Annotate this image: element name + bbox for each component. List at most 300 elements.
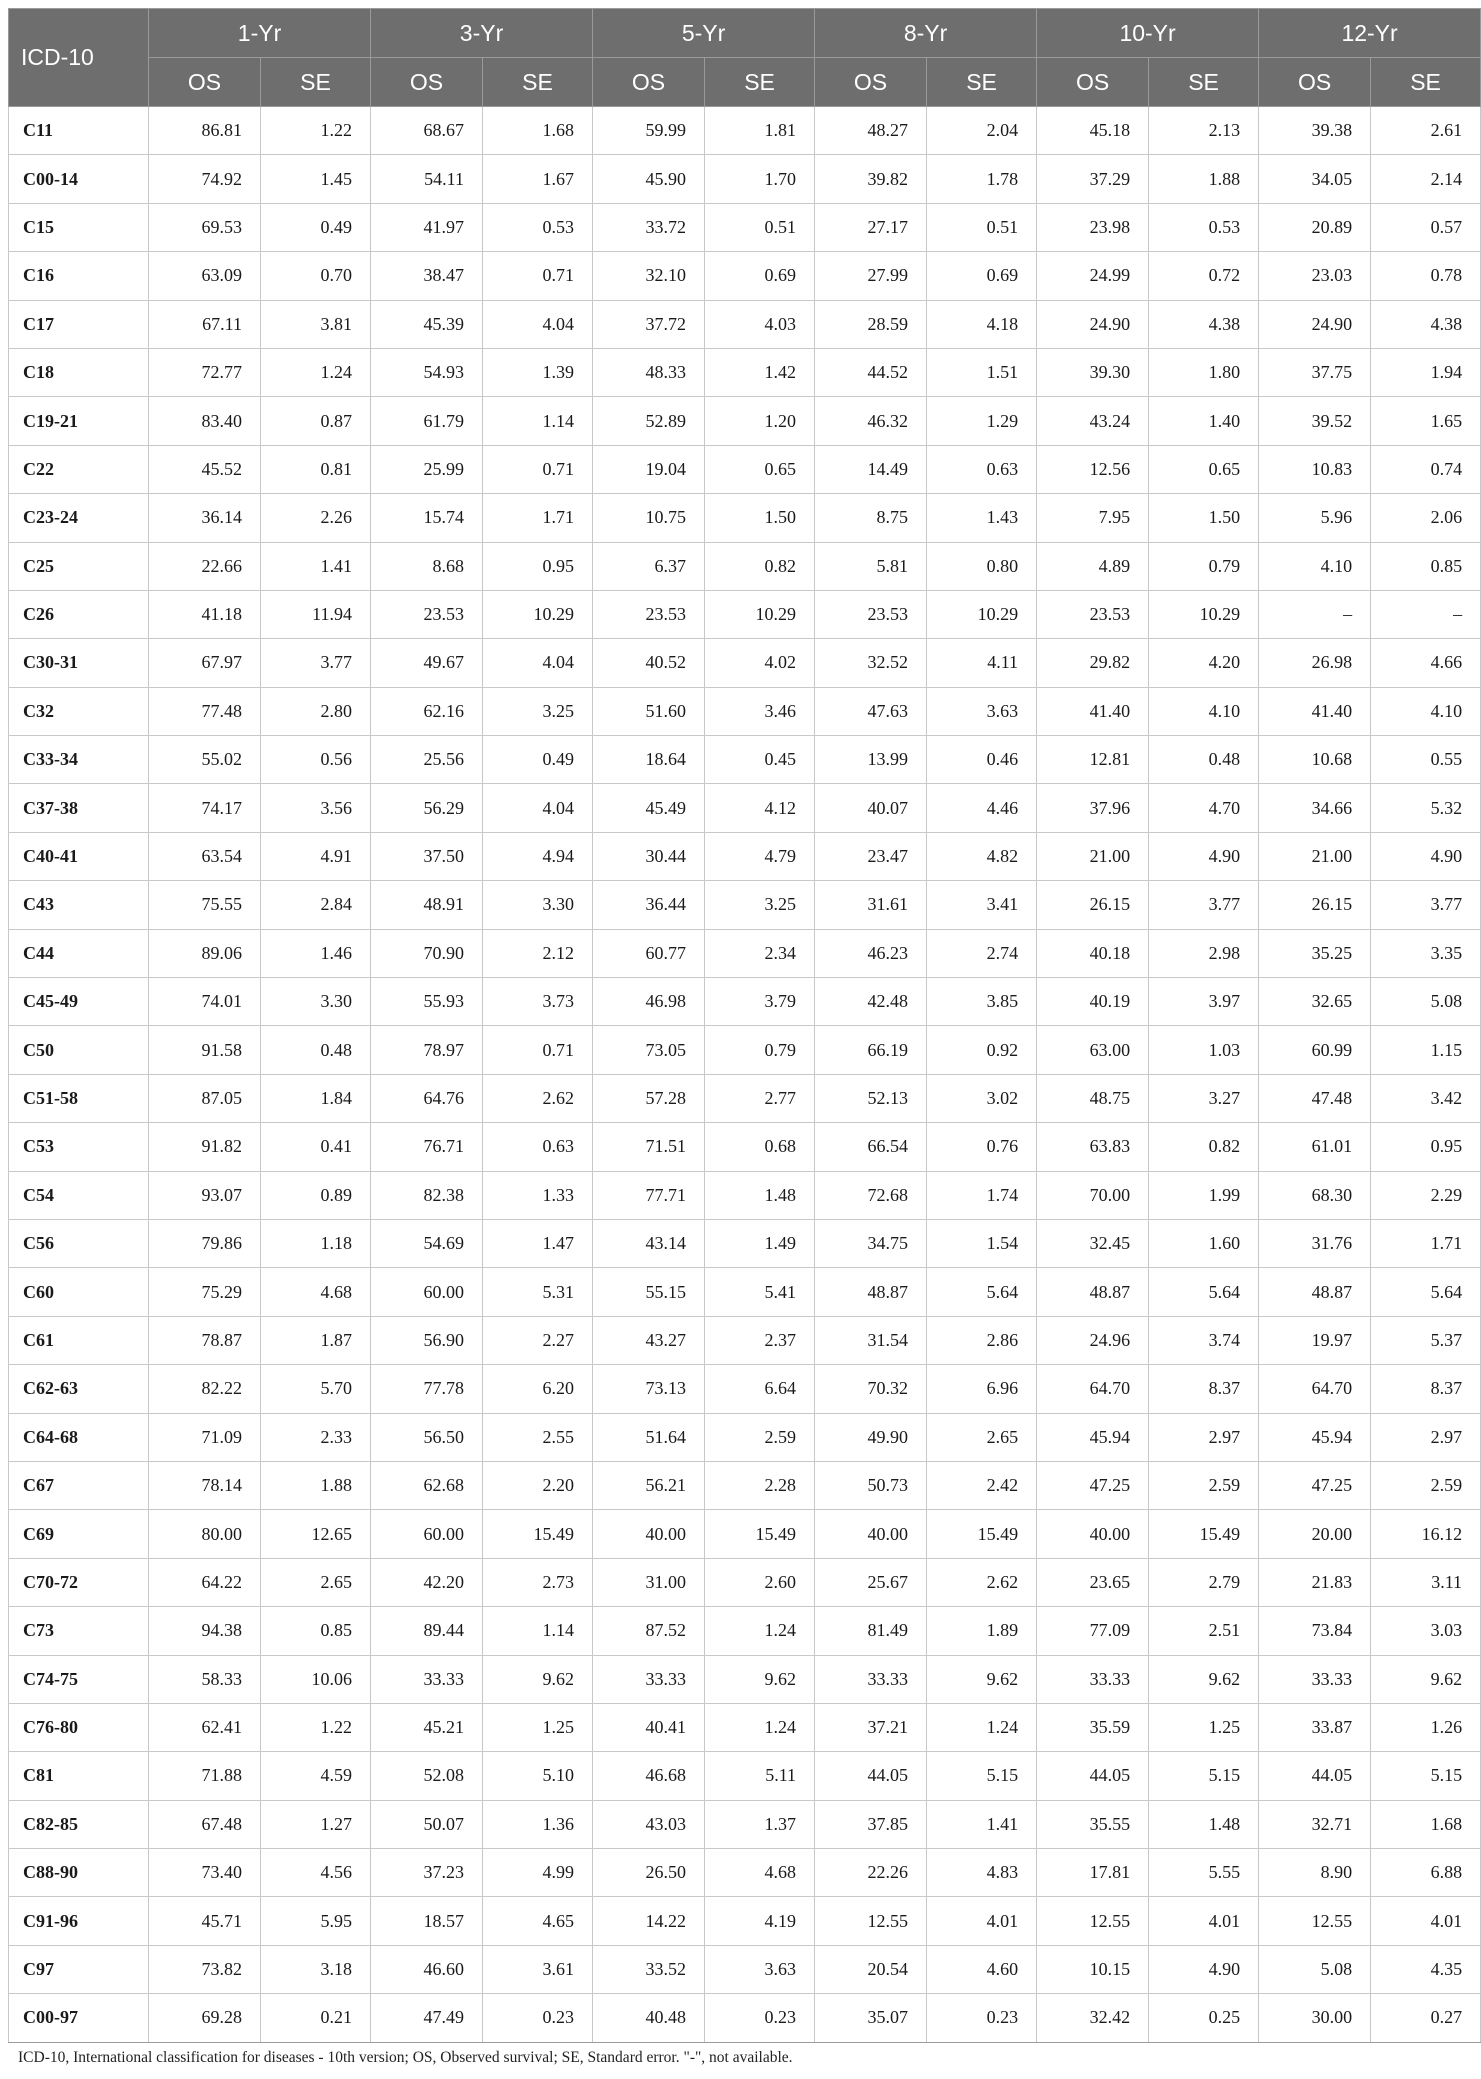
os-value-cell: 26.98 bbox=[1259, 639, 1371, 687]
se-value-cell: 2.37 bbox=[705, 1316, 815, 1364]
se-value-cell: 1.15 bbox=[1371, 1026, 1481, 1074]
se-value-cell: 2.42 bbox=[927, 1461, 1037, 1509]
icd-code-cell: C76-80 bbox=[9, 1703, 149, 1751]
os-value-cell: 47.48 bbox=[1259, 1074, 1371, 1122]
table-row bbox=[9, 1945, 1481, 1993]
table-row bbox=[9, 542, 1481, 590]
period-header-12yr: 12-Yr bbox=[1259, 9, 1481, 58]
table-row bbox=[9, 1849, 1481, 1897]
se-value-cell: 1.80 bbox=[1149, 348, 1259, 396]
os-value-cell: 54.93 bbox=[371, 348, 483, 396]
os-value-cell: 48.75 bbox=[1037, 1074, 1149, 1122]
table-row bbox=[9, 1800, 1481, 1848]
os-value-cell: 42.20 bbox=[371, 1558, 483, 1606]
os-value-cell: 8.68 bbox=[371, 542, 483, 590]
table-row bbox=[9, 1123, 1481, 1171]
os-value-cell: 43.27 bbox=[593, 1316, 705, 1364]
icd-code-cell: C54 bbox=[9, 1171, 149, 1219]
os-value-cell: 52.13 bbox=[815, 1074, 927, 1122]
os-value-cell: 40.00 bbox=[1037, 1510, 1149, 1558]
os-value-cell: 41.40 bbox=[1037, 687, 1149, 735]
se-value-cell: 0.21 bbox=[261, 1994, 371, 2042]
icd-code-cell: C64-68 bbox=[9, 1413, 149, 1461]
se-value-cell: 0.92 bbox=[927, 1026, 1037, 1074]
table-row bbox=[9, 203, 1481, 251]
os-value-cell: 37.85 bbox=[815, 1800, 927, 1848]
se-value-cell: 4.83 bbox=[927, 1849, 1037, 1897]
se-value-cell: 1.18 bbox=[261, 1219, 371, 1267]
os-value-cell: 37.23 bbox=[371, 1849, 483, 1897]
se-value-cell: 1.03 bbox=[1149, 1026, 1259, 1074]
os-value-cell: 12.56 bbox=[1037, 445, 1149, 493]
se-value-cell: 2.62 bbox=[483, 1074, 593, 1122]
se-value-cell: 1.94 bbox=[1371, 348, 1481, 396]
se-value-cell: 1.74 bbox=[927, 1171, 1037, 1219]
se-value-cell: 2.20 bbox=[483, 1461, 593, 1509]
os-value-cell: 47.63 bbox=[815, 687, 927, 735]
se-value-cell: 3.97 bbox=[1149, 978, 1259, 1026]
icd-code-cell: C26 bbox=[9, 590, 149, 638]
table-row bbox=[9, 590, 1481, 638]
os-value-cell: 45.52 bbox=[149, 445, 261, 493]
table-row bbox=[9, 978, 1481, 1026]
se-value-cell: 8.37 bbox=[1149, 1365, 1259, 1413]
icd-code-cell: C19-21 bbox=[9, 397, 149, 445]
os-value-cell: 21.00 bbox=[1037, 832, 1149, 880]
os-value-cell: 37.50 bbox=[371, 832, 483, 880]
os-value-cell: 33.33 bbox=[815, 1655, 927, 1703]
se-value-cell: 0.71 bbox=[483, 445, 593, 493]
os-value-cell: 12.81 bbox=[1037, 736, 1149, 784]
os-value-cell: 78.14 bbox=[149, 1461, 261, 1509]
table-row bbox=[9, 107, 1481, 155]
os-value-cell: 86.81 bbox=[149, 107, 261, 155]
os-value-cell: 82.38 bbox=[371, 1171, 483, 1219]
se-value-cell: 0.85 bbox=[1371, 542, 1481, 590]
se-value-cell: 0.78 bbox=[1371, 252, 1481, 300]
os-value-cell: 20.54 bbox=[815, 1945, 927, 1993]
table-row bbox=[9, 1219, 1481, 1267]
se-value-cell: 0.85 bbox=[261, 1607, 371, 1655]
os-value-cell: 35.55 bbox=[1037, 1800, 1149, 1848]
se-value-cell: 0.53 bbox=[483, 203, 593, 251]
os-value-cell: 77.78 bbox=[371, 1365, 483, 1413]
icd-code-cell: C33-34 bbox=[9, 736, 149, 784]
os-value-cell: 50.73 bbox=[815, 1461, 927, 1509]
icd-code-cell: C16 bbox=[9, 252, 149, 300]
os-value-cell: 40.07 bbox=[815, 784, 927, 832]
se-value-cell: 3.35 bbox=[1371, 929, 1481, 977]
os-value-cell: 32.71 bbox=[1259, 1800, 1371, 1848]
se-value-cell: 5.41 bbox=[705, 1268, 815, 1316]
icd-code-cell: C23-24 bbox=[9, 494, 149, 542]
os-value-cell: 75.29 bbox=[149, 1268, 261, 1316]
os-value-cell: 74.17 bbox=[149, 784, 261, 832]
os-value-cell: 44.05 bbox=[815, 1752, 927, 1800]
icd-code-cell: C97 bbox=[9, 1945, 149, 1993]
os-value-cell: 26.15 bbox=[1259, 881, 1371, 929]
os-value-cell: 33.33 bbox=[593, 1655, 705, 1703]
os-value-cell: 71.51 bbox=[593, 1123, 705, 1171]
se-value-cell: 1.39 bbox=[483, 348, 593, 396]
se-value-cell: 1.60 bbox=[1149, 1219, 1259, 1267]
os-value-cell: 45.21 bbox=[371, 1703, 483, 1751]
se-value-cell: 2.26 bbox=[261, 494, 371, 542]
os-value-cell: 89.44 bbox=[371, 1607, 483, 1655]
os-value-cell: 81.49 bbox=[815, 1607, 927, 1655]
os-value-cell: 93.07 bbox=[149, 1171, 261, 1219]
table-row bbox=[9, 445, 1481, 493]
os-value-cell: 44.05 bbox=[1037, 1752, 1149, 1800]
os-value-cell: 5.81 bbox=[815, 542, 927, 590]
os-value-cell: 43.03 bbox=[593, 1800, 705, 1848]
os-header: OS bbox=[149, 58, 261, 107]
icd-code-cell: C88-90 bbox=[9, 1849, 149, 1897]
se-header: SE bbox=[261, 58, 371, 107]
os-value-cell: 52.08 bbox=[371, 1752, 483, 1800]
se-value-cell: 0.74 bbox=[1371, 445, 1481, 493]
icd-code-cell: C17 bbox=[9, 300, 149, 348]
table-row bbox=[9, 1316, 1481, 1364]
se-value-cell: 5.55 bbox=[1149, 1849, 1259, 1897]
os-value-cell: 45.71 bbox=[149, 1897, 261, 1945]
os-value-cell: 36.44 bbox=[593, 881, 705, 929]
se-value-cell: 8.37 bbox=[1371, 1365, 1481, 1413]
se-value-cell: 2.27 bbox=[483, 1316, 593, 1364]
se-value-cell: 5.15 bbox=[927, 1752, 1037, 1800]
os-value-cell: 77.48 bbox=[149, 687, 261, 735]
os-value-cell: 32.45 bbox=[1037, 1219, 1149, 1267]
os-value-cell: 43.24 bbox=[1037, 397, 1149, 445]
os-value-cell: 72.77 bbox=[149, 348, 261, 396]
se-value-cell: 4.65 bbox=[483, 1897, 593, 1945]
os-value-cell: 23.53 bbox=[371, 590, 483, 638]
os-value-cell: 24.90 bbox=[1037, 300, 1149, 348]
se-value-cell: 3.03 bbox=[1371, 1607, 1481, 1655]
os-value-cell: 74.01 bbox=[149, 978, 261, 1026]
os-header: OS bbox=[593, 58, 705, 107]
se-value-cell: 1.81 bbox=[705, 107, 815, 155]
os-value-cell: 8.75 bbox=[815, 494, 927, 542]
os-value-cell: 23.65 bbox=[1037, 1558, 1149, 1606]
se-value-cell: 5.70 bbox=[261, 1365, 371, 1413]
se-value-cell: 4.82 bbox=[927, 832, 1037, 880]
se-value-cell: 1.22 bbox=[261, 107, 371, 155]
se-value-cell: 6.64 bbox=[705, 1365, 815, 1413]
os-value-cell: 21.83 bbox=[1259, 1558, 1371, 1606]
se-value-cell: 3.41 bbox=[927, 881, 1037, 929]
os-value-cell: 23.53 bbox=[593, 590, 705, 638]
se-value-cell: 4.01 bbox=[1371, 1897, 1481, 1945]
table-header bbox=[9, 9, 1481, 107]
se-value-cell: 15.49 bbox=[483, 1510, 593, 1558]
os-value-cell: 43.14 bbox=[593, 1219, 705, 1267]
se-value-cell: 1.71 bbox=[1371, 1219, 1481, 1267]
se-value-cell: 1.50 bbox=[705, 494, 815, 542]
se-value-cell: 15.49 bbox=[1149, 1510, 1259, 1558]
os-value-cell: 67.11 bbox=[149, 300, 261, 348]
se-value-cell: 2.84 bbox=[261, 881, 371, 929]
se-value-cell: 3.61 bbox=[483, 1945, 593, 1993]
se-value-cell: 3.77 bbox=[1371, 881, 1481, 929]
os-value-cell: 37.29 bbox=[1037, 155, 1149, 203]
se-value-cell: 0.45 bbox=[705, 736, 815, 784]
table-row bbox=[9, 348, 1481, 396]
se-value-cell: 0.89 bbox=[261, 1171, 371, 1219]
os-value-cell: 28.59 bbox=[815, 300, 927, 348]
os-value-cell: 26.50 bbox=[593, 1849, 705, 1897]
se-value-cell: 0.27 bbox=[1371, 1994, 1481, 2042]
se-value-cell: 0.51 bbox=[705, 203, 815, 251]
os-value-cell: 25.56 bbox=[371, 736, 483, 784]
se-value-cell: 2.74 bbox=[927, 929, 1037, 977]
os-value-cell: 80.00 bbox=[149, 1510, 261, 1558]
icd-code-cell: C44 bbox=[9, 929, 149, 977]
se-value-cell: 0.87 bbox=[261, 397, 371, 445]
icd-code-cell: C25 bbox=[9, 542, 149, 590]
icd-code-cell: C82-85 bbox=[9, 1800, 149, 1848]
se-value-cell: 1.22 bbox=[261, 1703, 371, 1751]
se-value-cell: 3.02 bbox=[927, 1074, 1037, 1122]
se-value-cell: 2.97 bbox=[1371, 1413, 1481, 1461]
os-value-cell: 26.15 bbox=[1037, 881, 1149, 929]
os-value-cell: 56.21 bbox=[593, 1461, 705, 1509]
os-value-cell: 40.48 bbox=[593, 1994, 705, 2042]
os-value-cell: 55.02 bbox=[149, 736, 261, 784]
se-value-cell: 1.51 bbox=[927, 348, 1037, 396]
se-value-cell: 4.79 bbox=[705, 832, 815, 880]
table-row bbox=[9, 1752, 1481, 1800]
table-row bbox=[9, 1897, 1481, 1945]
os-value-cell: 76.71 bbox=[371, 1123, 483, 1171]
se-value-cell: 2.12 bbox=[483, 929, 593, 977]
se-value-cell: 4.94 bbox=[483, 832, 593, 880]
os-value-cell: – bbox=[1259, 590, 1371, 638]
se-value-cell: 5.32 bbox=[1371, 784, 1481, 832]
os-value-cell: 33.52 bbox=[593, 1945, 705, 1993]
se-value-cell: 1.41 bbox=[261, 542, 371, 590]
se-value-cell: 0.56 bbox=[261, 736, 371, 784]
os-value-cell: 45.18 bbox=[1037, 107, 1149, 155]
se-value-cell: 1.42 bbox=[705, 348, 815, 396]
icd-code-cell: C37-38 bbox=[9, 784, 149, 832]
os-value-cell: 73.82 bbox=[149, 1945, 261, 1993]
se-value-cell: 0.48 bbox=[1149, 736, 1259, 784]
se-value-cell: 1.47 bbox=[483, 1219, 593, 1267]
table-row bbox=[9, 687, 1481, 735]
se-value-cell: 0.48 bbox=[261, 1026, 371, 1074]
os-value-cell: 54.11 bbox=[371, 155, 483, 203]
os-value-cell: 70.32 bbox=[815, 1365, 927, 1413]
se-value-cell: 0.51 bbox=[927, 203, 1037, 251]
os-value-cell: 40.41 bbox=[593, 1703, 705, 1751]
os-value-cell: 32.52 bbox=[815, 639, 927, 687]
se-value-cell: 3.27 bbox=[1149, 1074, 1259, 1122]
table-row bbox=[9, 1703, 1481, 1751]
se-value-cell: 1.29 bbox=[927, 397, 1037, 445]
se-value-cell: 5.64 bbox=[1371, 1268, 1481, 1316]
se-value-cell: 1.40 bbox=[1149, 397, 1259, 445]
se-value-cell: 0.76 bbox=[927, 1123, 1037, 1171]
os-value-cell: 41.97 bbox=[371, 203, 483, 251]
se-header: SE bbox=[705, 58, 815, 107]
se-value-cell: 1.50 bbox=[1149, 494, 1259, 542]
se-value-cell: 4.38 bbox=[1149, 300, 1259, 348]
se-value-cell: 0.79 bbox=[705, 1026, 815, 1074]
se-value-cell: 1.26 bbox=[1371, 1703, 1481, 1751]
se-value-cell: 4.03 bbox=[705, 300, 815, 348]
se-value-cell: 1.45 bbox=[261, 155, 371, 203]
se-value-cell: 0.41 bbox=[261, 1123, 371, 1171]
os-value-cell: 48.87 bbox=[815, 1268, 927, 1316]
os-value-cell: 51.64 bbox=[593, 1413, 705, 1461]
se-value-cell: 3.25 bbox=[705, 881, 815, 929]
os-value-cell: 4.89 bbox=[1037, 542, 1149, 590]
se-value-cell: 2.59 bbox=[1371, 1461, 1481, 1509]
os-value-cell: 34.66 bbox=[1259, 784, 1371, 832]
se-value-cell: 0.23 bbox=[705, 1994, 815, 2042]
se-value-cell: 4.18 bbox=[927, 300, 1037, 348]
table-row bbox=[9, 1413, 1481, 1461]
os-value-cell: 51.60 bbox=[593, 687, 705, 735]
icd-code-cell: C67 bbox=[9, 1461, 149, 1509]
se-value-cell: 0.68 bbox=[705, 1123, 815, 1171]
os-value-cell: 20.89 bbox=[1259, 203, 1371, 251]
se-value-cell: 2.14 bbox=[1371, 155, 1481, 203]
os-value-cell: 46.60 bbox=[371, 1945, 483, 1993]
os-value-cell: 82.22 bbox=[149, 1365, 261, 1413]
os-value-cell: 12.55 bbox=[1037, 1897, 1149, 1945]
se-value-cell: 2.51 bbox=[1149, 1607, 1259, 1655]
os-value-cell: 7.95 bbox=[1037, 494, 1149, 542]
os-value-cell: 37.96 bbox=[1037, 784, 1149, 832]
os-value-cell: 19.97 bbox=[1259, 1316, 1371, 1364]
se-value-cell: 0.70 bbox=[261, 252, 371, 300]
se-value-cell: 10.29 bbox=[1149, 590, 1259, 638]
se-value-cell: 4.90 bbox=[1371, 832, 1481, 880]
os-value-cell: 18.57 bbox=[371, 1897, 483, 1945]
os-value-cell: 68.67 bbox=[371, 107, 483, 155]
se-value-cell: 4.11 bbox=[927, 639, 1037, 687]
table-row bbox=[9, 1994, 1481, 2042]
se-value-cell: 4.01 bbox=[1149, 1897, 1259, 1945]
table-row bbox=[9, 1268, 1481, 1316]
os-value-cell: 31.54 bbox=[815, 1316, 927, 1364]
table-row bbox=[9, 1171, 1481, 1219]
se-value-cell: 2.77 bbox=[705, 1074, 815, 1122]
table-row bbox=[9, 155, 1481, 203]
os-value-cell: 40.00 bbox=[815, 1510, 927, 1558]
os-value-cell: 59.99 bbox=[593, 107, 705, 155]
se-value-cell: 1.25 bbox=[1149, 1703, 1259, 1751]
se-value-cell: 2.06 bbox=[1371, 494, 1481, 542]
se-value-cell: 5.95 bbox=[261, 1897, 371, 1945]
os-value-cell: 25.67 bbox=[815, 1558, 927, 1606]
os-value-cell: 35.07 bbox=[815, 1994, 927, 2042]
os-value-cell: 36.14 bbox=[149, 494, 261, 542]
os-value-cell: 12.55 bbox=[1259, 1897, 1371, 1945]
icd-code-cell: C22 bbox=[9, 445, 149, 493]
se-value-cell: 1.27 bbox=[261, 1800, 371, 1848]
table-row bbox=[9, 1510, 1481, 1558]
os-value-cell: 47.49 bbox=[371, 1994, 483, 2042]
os-value-cell: 34.75 bbox=[815, 1219, 927, 1267]
table-row bbox=[9, 881, 1481, 929]
os-value-cell: 63.09 bbox=[149, 252, 261, 300]
se-value-cell: 15.49 bbox=[927, 1510, 1037, 1558]
os-value-cell: 19.04 bbox=[593, 445, 705, 493]
se-value-cell: 1.20 bbox=[705, 397, 815, 445]
se-value-cell: 2.04 bbox=[927, 107, 1037, 155]
se-value-cell: 1.24 bbox=[705, 1703, 815, 1751]
se-value-cell: 3.42 bbox=[1371, 1074, 1481, 1122]
os-value-cell: 13.99 bbox=[815, 736, 927, 784]
os-value-cell: 30.00 bbox=[1259, 1994, 1371, 2042]
os-value-cell: 73.40 bbox=[149, 1849, 261, 1897]
se-value-cell: 1.84 bbox=[261, 1074, 371, 1122]
se-value-cell: 3.30 bbox=[483, 881, 593, 929]
table-row bbox=[9, 1607, 1481, 1655]
se-value-cell: 1.43 bbox=[927, 494, 1037, 542]
se-value-cell: 1.33 bbox=[483, 1171, 593, 1219]
se-value-cell: 0.53 bbox=[1149, 203, 1259, 251]
table-row bbox=[9, 300, 1481, 348]
icd-code-header: ICD-10 bbox=[9, 9, 149, 107]
se-value-cell: 3.77 bbox=[261, 639, 371, 687]
os-value-cell: 56.90 bbox=[371, 1316, 483, 1364]
se-value-cell: 0.72 bbox=[1149, 252, 1259, 300]
os-value-cell: 48.87 bbox=[1259, 1268, 1371, 1316]
icd-code-cell: C74-75 bbox=[9, 1655, 149, 1703]
icd-code-cell: C00-14 bbox=[9, 155, 149, 203]
os-value-cell: 91.58 bbox=[149, 1026, 261, 1074]
table-row bbox=[9, 494, 1481, 542]
os-value-cell: 47.25 bbox=[1037, 1461, 1149, 1509]
se-value-cell: 12.65 bbox=[261, 1510, 371, 1558]
se-value-cell: 4.99 bbox=[483, 1849, 593, 1897]
os-value-cell: 38.47 bbox=[371, 252, 483, 300]
os-value-cell: 49.67 bbox=[371, 639, 483, 687]
se-value-cell: 0.71 bbox=[483, 1026, 593, 1074]
period-header-5yr: 5-Yr bbox=[593, 9, 815, 58]
os-value-cell: 60.99 bbox=[1259, 1026, 1371, 1074]
se-value-cell: 9.62 bbox=[927, 1655, 1037, 1703]
se-value-cell: 3.81 bbox=[261, 300, 371, 348]
icd-code-cell: C60 bbox=[9, 1268, 149, 1316]
os-value-cell: 40.52 bbox=[593, 639, 705, 687]
se-value-cell: 16.12 bbox=[1371, 1510, 1481, 1558]
os-value-cell: 18.64 bbox=[593, 736, 705, 784]
table-row bbox=[9, 639, 1481, 687]
os-value-cell: 63.00 bbox=[1037, 1026, 1149, 1074]
se-value-cell: 0.81 bbox=[261, 445, 371, 493]
se-value-cell: 4.04 bbox=[483, 300, 593, 348]
table-row bbox=[9, 784, 1481, 832]
os-value-cell: 48.33 bbox=[593, 348, 705, 396]
os-value-cell: 12.55 bbox=[815, 1897, 927, 1945]
os-value-cell: 44.05 bbox=[1259, 1752, 1371, 1800]
se-value-cell: 1.36 bbox=[483, 1800, 593, 1848]
os-value-cell: 87.05 bbox=[149, 1074, 261, 1122]
table-row bbox=[9, 1074, 1481, 1122]
os-value-cell: 39.30 bbox=[1037, 348, 1149, 396]
os-value-cell: 23.98 bbox=[1037, 203, 1149, 251]
se-value-cell: 0.63 bbox=[483, 1123, 593, 1171]
icd-code-cell: C45-49 bbox=[9, 978, 149, 1026]
se-value-cell: 4.10 bbox=[1149, 687, 1259, 735]
table-row bbox=[9, 1461, 1481, 1509]
table-footnote: ICD-10, International classification for diseases - 10th version; OS, Observed survival; SE, Standard error. "-", not available. bbox=[18, 2048, 793, 2066]
